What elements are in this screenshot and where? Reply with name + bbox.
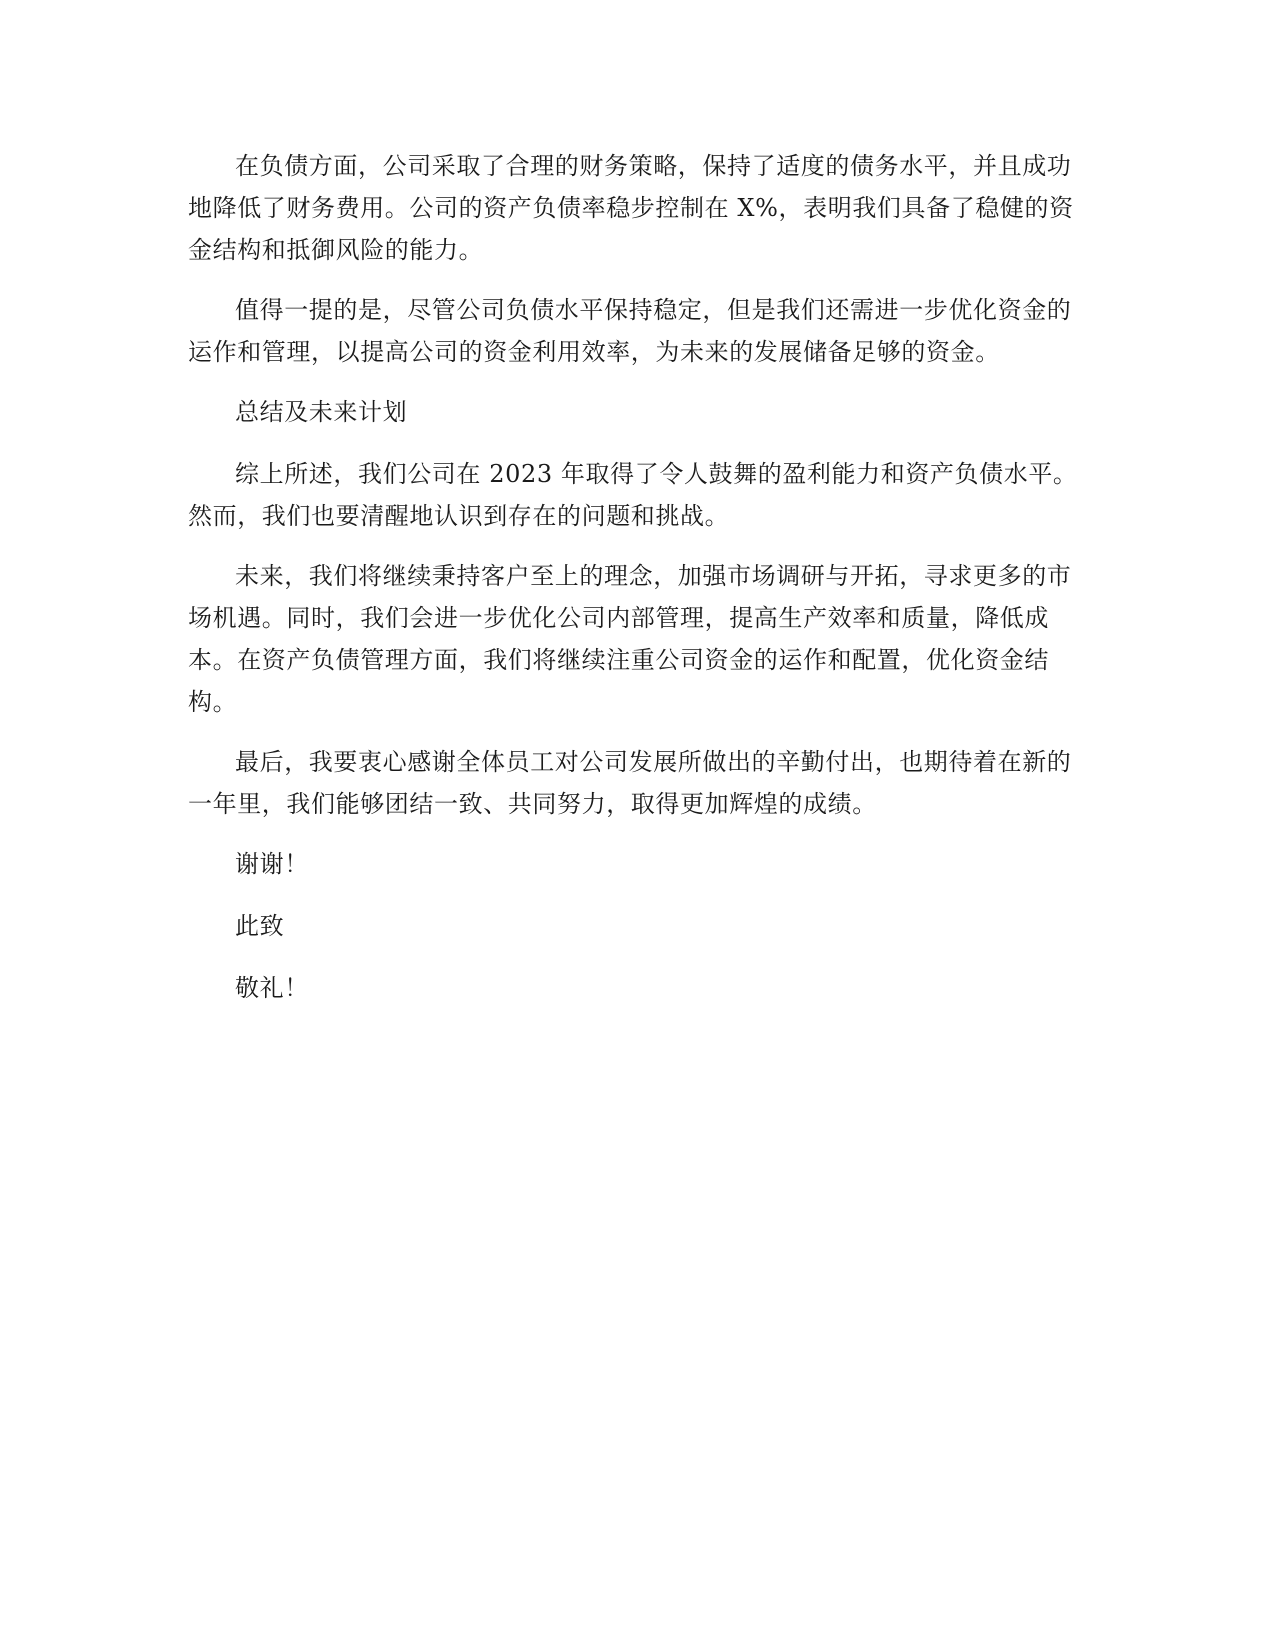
- closing-thanks: 谢谢！: [235, 850, 309, 878]
- closing-regards: 敬礼！: [235, 974, 309, 1002]
- paragraph-liabilities: 在负债方面，公司采取了合理的财务策略，保持了适度的债务水平，并且成功地降低了财务费用。公司的资产负债率稳步控制在 X%，表明我们具备了稳健的资金结构和抵御风险的能力。: [188, 152, 1074, 264]
- closing-salutation: 此致: [235, 912, 285, 940]
- paragraph-future-plan: 未来，我们将继续秉持客户至上的理念，加强市场调研与开拓，寻求更多的市场机遇。同时，我们会进一步优化公司内部管理，提高生产效率和质量，降低成本。在资产负债管理方面，我们将继续注重公司资金的运作和配置，优化资金结构。: [188, 562, 1072, 716]
- paragraph-optimization: 值得一提的是，尽管公司负债水平保持稳定，但是我们还需进一步优化资金的运作和管理，以提高公司的资金利用效率，为未来的发展储备足够的资金。: [188, 296, 1072, 366]
- document-body: [188, 145, 1088, 1029]
- paragraph-summary: 综上所述，我们公司在 2023 年取得了令人鼓舞的盈利能力和资产负债水平。然而，我们也要清醒地认识到存在的问题和挑战。: [188, 460, 1078, 530]
- section-heading-summary: 总结及未来计划: [235, 398, 408, 426]
- paragraph-thanks-staff: 最后，我要衷心感谢全体员工对公司发展所做出的辛勤付出，也期待着在新的一年里，我们能够团结一致、共同努力，取得更加辉煌的成绩。: [188, 748, 1072, 818]
